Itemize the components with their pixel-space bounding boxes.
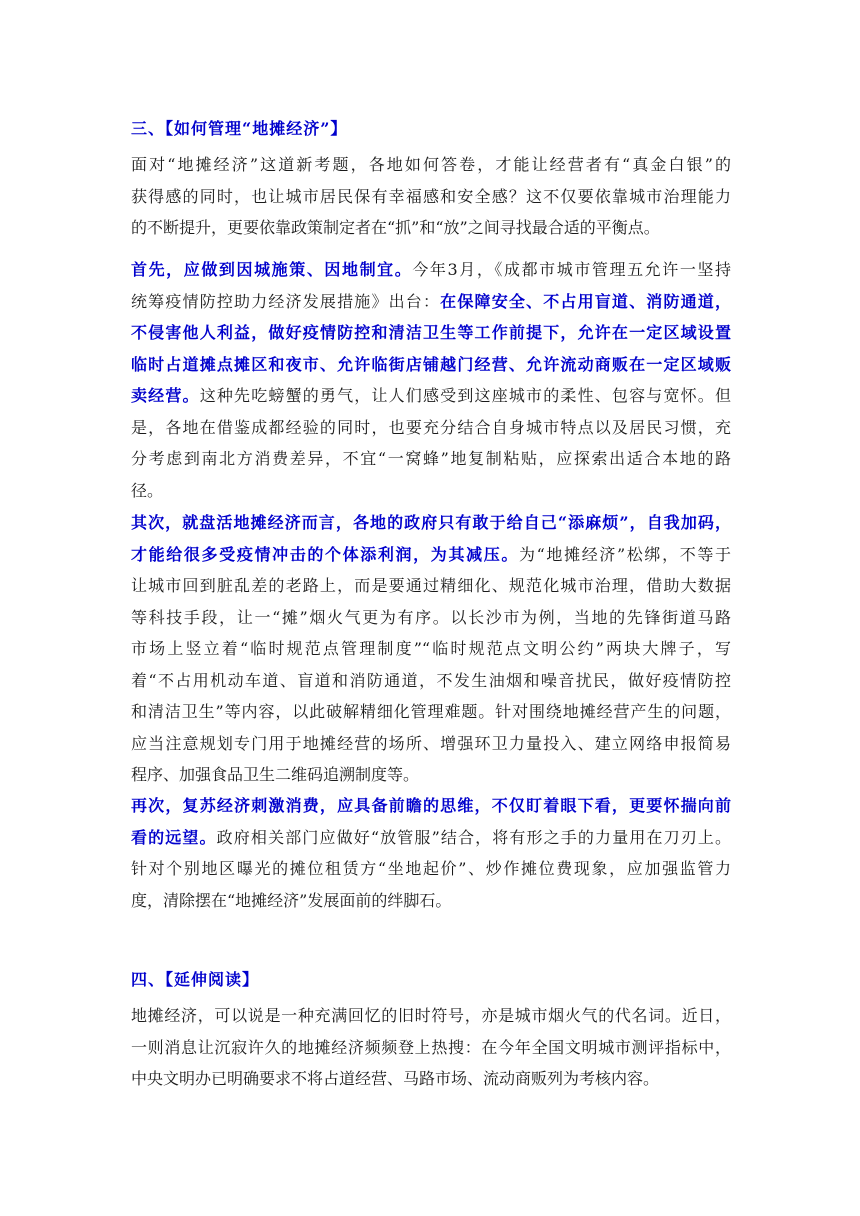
text-line: 让城市回到脏乱差的老路上，而是要通过精细化、规范化城市治理，借助大数据: [131, 576, 731, 595]
plain-text: 这种先吃螃蟹的勇气，让人们感受到这座城市的柔性、包容与宽怀。但: [199, 386, 731, 405]
text-line: 一则消息让沉寂许久的地摊经济频频登上热搜：在今年全国文明城市测评指标中，: [131, 1037, 731, 1057]
text-line: [131, 254, 731, 286]
paragraph-intro: [131, 149, 731, 244]
text-line: 中央文明办已明确要求不将占道经营、马路市场、流动商贩列为考核内容。: [131, 1069, 660, 1088]
bold-text: 卖经营。: [131, 386, 200, 405]
text-line: [131, 380, 731, 412]
text-line: 临时占道摊点摊区和夜市、允许临街店铺越门经营、允许流动商贩在一定区域贩: [131, 354, 731, 374]
text-line: 不侵害他人利益，做好疫情防控和清洁卫生等工作前提下，允许在一定区域设置: [131, 323, 731, 342]
text-line: 其次，就盘活地摊经济而言，各地的政府只有敢于给自己“添麻烦”，自我加码，: [131, 513, 731, 532]
bold-text: 在保障安全、不占用盲道、消防通道，: [440, 291, 731, 311]
text-line: 应当注意规划专门用于地摊经营的场所、增强环卫力量投入、建立网络申报简易: [131, 733, 731, 753]
text-line: 等科技手段，让一“摊”烟火气更为有序。以长沙市为例，当地的先锋街道马路: [131, 607, 731, 627]
text-line: 地摊经济，可以说是一种充满回忆的旧时符号，亦是城市烟火气的代名词。近日，: [131, 1006, 731, 1025]
text-line: 径。: [131, 480, 164, 500]
paragraph-second: [131, 507, 731, 791]
text-line: 着“不占用机动车道、盲道和消防通道，不发生油烟和噪音扰民，做好疫情防控: [131, 670, 731, 690]
text-line: 针对个别地区曝光的摊位租赁方“坐地起价”、炒作摊位费现象，应加强监管力: [131, 859, 731, 878]
text-line: 程序、加强食品卫生二维码追溯制度等。: [131, 765, 420, 784]
text-line: 度，清除摆在“地摊经济”发展面前的绊脚石。: [131, 890, 452, 910]
bold-text: 看的远望。: [131, 827, 217, 847]
text-line: 和清洁卫生”等内容，以此破解精细化管理难题。针对围绕地摊经营产生的问题，: [131, 702, 731, 721]
plain-text: 为“地摊经济”松绑，不等于: [518, 544, 731, 564]
text-line: 的不断提升，更要依靠政策制定者在“抓”和“放”之间寻找最合适的平衡点。: [131, 218, 660, 237]
text-line: 市场上竖立着“临时规范点管理制度”“临时规范点文明公约”两块大牌子，写: [131, 639, 731, 658]
section-heading-reading: 四、【延伸阅读】: [131, 970, 260, 989]
plain-text: 统筹疫情防控助力经济发展措施》出台：: [131, 291, 441, 311]
text-line: [131, 822, 731, 854]
paragraph-third: [131, 790, 731, 916]
text-line: 是，各地在借鉴成都经验的同时，也要充分结合自身城市特点以及居民习惯，充: [131, 417, 731, 437]
text-line: 分考虑到南北方消费差异，不宜“一窝蜂”地复制粘贴，应探索出适合本地的路: [131, 449, 731, 468]
text-line: 获得感的同时，也让城市居民保有幸福感和安全感？这不仅要依靠城市治理能力: [131, 186, 731, 206]
text-line: 面对“地摊经济”这道新考题，各地如何答卷，才能让经营者有“真金白银”的: [131, 155, 731, 174]
section-heading-manage: 三、【如何管理“地摊经济”】: [131, 119, 348, 138]
paragraph-extended-reading: [131, 1000, 731, 1095]
text-line: [131, 286, 731, 318]
plain-text: 政府相关部门应做好“放管服”结合，将有形之手的力量用在刀刃上。: [216, 827, 731, 847]
plain-text: 今年3月，《成都市城市管理五允许一坚持: [412, 260, 731, 279]
bold-text: 首先，应做到因城施策、因地制宜。: [131, 260, 413, 279]
text-line: [131, 539, 731, 571]
text-line: 再次，复苏经济刺激消费，应具备前瞻的思维，不仅盯着眼下看，更要怀揣向前: [131, 796, 731, 815]
bold-text: 才能给很多受疫情冲击的个体添利润，为其减压。: [131, 544, 519, 564]
paragraph-first: [131, 254, 731, 506]
